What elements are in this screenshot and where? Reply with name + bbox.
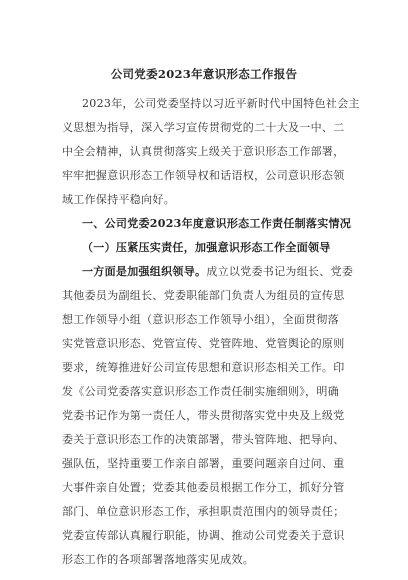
intro-line: 牢牢把握意识形态工作领导权和话语权，公司意识形态领: [62, 169, 345, 182]
intro-line: 2023年，公司党委坚持以习近平新时代中国特色社会主: [82, 97, 360, 110]
paragraph-line: 委关于意识形态工作的决策部署，带头管阵地、把导向、: [62, 433, 345, 446]
paragraph-line: 部门、单位意识形态工作，承担职责范围内的领导责任；: [62, 505, 345, 518]
paragraph-line: 党委宣传部认真履行职能，协调、推动公司党委关于意识: [62, 529, 345, 542]
intro-line: 中全会精神，认真贯彻落实上级关于意识形态工作部署，: [62, 145, 345, 158]
paragraph-line: 党委书记作为第一责任人，带头贯彻落实党中央及上级党: [62, 409, 345, 422]
paragraph-line: 要求，统筹推进好公司宣传思想和意识形态相关工作。印: [62, 361, 345, 374]
document-title: 公司党委2023年意识形态工作报告: [110, 67, 298, 81]
intro-line: 域工作保持平稳向好。: [62, 193, 175, 206]
section-heading: 一、公司党委2023年度意识形态工作责任制落实情况: [82, 217, 352, 230]
intro-line: 义思想为指导，深入学习宣传贯彻党的二十大及一中、二: [62, 121, 345, 134]
paragraph-first-rest: 成立以党委书记为组长、党委: [206, 265, 354, 278]
paragraph-first-line: [82, 265, 382, 279]
paragraph-line: 大事件亲自处置；党委其他委员根据工作分工，抓好分管: [62, 481, 345, 494]
paragraph-line: 形态工作的各项部署落地落实见成效。: [62, 553, 255, 566]
paragraph-line: 其他委员为副组长、党委职能部门负责人为组员的宣传思: [62, 289, 345, 302]
subsection-heading: （一）压紧压实责任，加强意识形态工作全面领导: [82, 241, 331, 254]
paragraph-line: 强队伍，坚持重要工作亲自部署，重要问题亲自过问、重: [62, 457, 345, 470]
paragraph-line: 发《公司党委落实意识形态工作责任制实施细则》，明确: [62, 385, 339, 398]
paragraph-lead: 一方面是加强组织领导。: [82, 265, 207, 278]
paragraph-line: 想工作领导小组（意识形态工作领导小组），全面贯彻落: [62, 313, 339, 326]
paragraph-line: 实党管意识形态、党管宣传、党管阵地、党管舆论的原则: [62, 337, 345, 350]
